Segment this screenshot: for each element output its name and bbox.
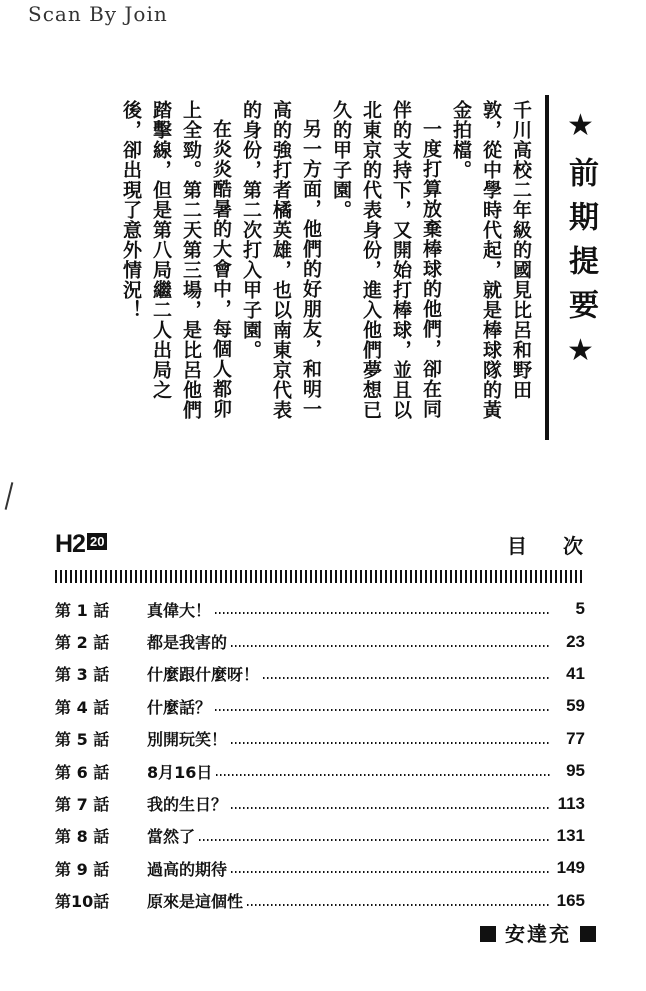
synopsis-paragraph: 千川高校二年級的國見比呂和野田敦，從中學時代起，就是棒球隊的黃金拍檔。 — [450, 100, 532, 420]
square-mark-icon — [580, 926, 596, 942]
margin-mark — [5, 482, 14, 510]
toc-header — [55, 530, 619, 560]
synopsis-title: ★前期提要★ — [563, 108, 598, 382]
chapter-title: 別開玩笑！ — [147, 730, 228, 750]
toc-entry — [55, 625, 585, 657]
chapter-title: 都是我害的 — [147, 633, 228, 653]
synopsis-paragraph: 在炎炎酷暑的大會中，每個人都卯上全勁。第二天第三場，是比呂他們踏擊線，但是第八局繼二人出局之後，卻出現了意外情況！ — [120, 100, 232, 420]
chapter-title: 原來是這個性 — [147, 892, 244, 912]
toc-entry — [55, 755, 585, 787]
synopsis-paragraph: 另一方面，他們的好朋友，和明一高的強打者橘英雄，也以南東京代表的身份，第二次打入甲子園。 — [240, 100, 322, 420]
leader-dots — [231, 645, 551, 647]
page-number: 23 — [566, 631, 585, 651]
leader-dots — [215, 709, 551, 711]
toc-entry — [55, 723, 585, 755]
chapter-title: 什麼話？ — [147, 697, 212, 717]
leader-dots — [216, 774, 551, 776]
author-credit — [480, 918, 596, 947]
page-number: 41 — [566, 663, 585, 683]
leader-dots — [231, 742, 551, 744]
chapter-title: 真偉大！ — [147, 600, 212, 620]
chapter-title: 8月16日 — [147, 762, 213, 782]
chapter-label: 第 2 話 — [55, 633, 110, 653]
toc-heading: 目次 — [507, 534, 619, 558]
synopsis-paragraph: 一度打算放棄棒球的他們，卻在同伴的支持下，又開始打棒球，並且以北東京的代表身份，進入他們夢想已久的甲子園。 — [330, 100, 442, 420]
toc-entry — [55, 885, 585, 917]
ruler-divider — [55, 570, 585, 583]
leader-dots — [231, 807, 551, 809]
page-number: 59 — [566, 696, 585, 716]
toc-entry — [55, 658, 585, 690]
chapter-title: 過高的期待 — [147, 859, 228, 879]
page-number: 165 — [556, 890, 585, 910]
chapter-title: 當然了 — [147, 827, 196, 847]
chapter-title: 什麼跟什麼呀！ — [147, 665, 260, 685]
title-rule — [545, 95, 549, 440]
square-mark-icon — [480, 926, 496, 942]
page-number: 5 — [575, 599, 585, 619]
leader-dots — [263, 677, 551, 679]
volume-badge: 20 — [87, 533, 107, 550]
chapter-label: 第 6 話 — [55, 762, 110, 782]
chapter-title: 我的生日？ — [147, 795, 228, 815]
series-logo — [55, 530, 107, 559]
leader-dots — [247, 904, 551, 906]
page-number: 77 — [566, 728, 585, 748]
page-number: 95 — [566, 761, 585, 781]
chapter-label: 第10話 — [55, 892, 110, 912]
toc-entry — [55, 787, 585, 819]
page-number: 131 — [556, 825, 585, 845]
synopsis-body — [70, 100, 536, 430]
author-name: 安達充 — [505, 922, 572, 946]
leader-dots — [215, 612, 551, 614]
leader-dots — [199, 839, 551, 841]
page-number: 113 — [557, 793, 585, 813]
toc-entry — [55, 852, 585, 884]
page-number: 149 — [556, 858, 585, 878]
toc-entry — [55, 820, 585, 852]
chapter-label: 第 9 話 — [55, 859, 110, 879]
toc-entry — [55, 593, 585, 625]
chapter-label: 第 8 話 — [55, 827, 110, 847]
chapter-label: 第 7 話 — [55, 795, 110, 815]
scan-credit: Scan By Join — [28, 2, 168, 26]
chapter-label: 第 1 話 — [55, 600, 110, 620]
toc-entry — [55, 690, 585, 722]
leader-dots — [231, 871, 551, 873]
logo-text: H2 — [55, 530, 85, 558]
chapter-label: 第 4 話 — [55, 697, 110, 717]
chapter-label: 第 3 話 — [55, 665, 110, 685]
chapter-label: 第 5 話 — [55, 730, 110, 750]
toc-list — [55, 593, 585, 917]
